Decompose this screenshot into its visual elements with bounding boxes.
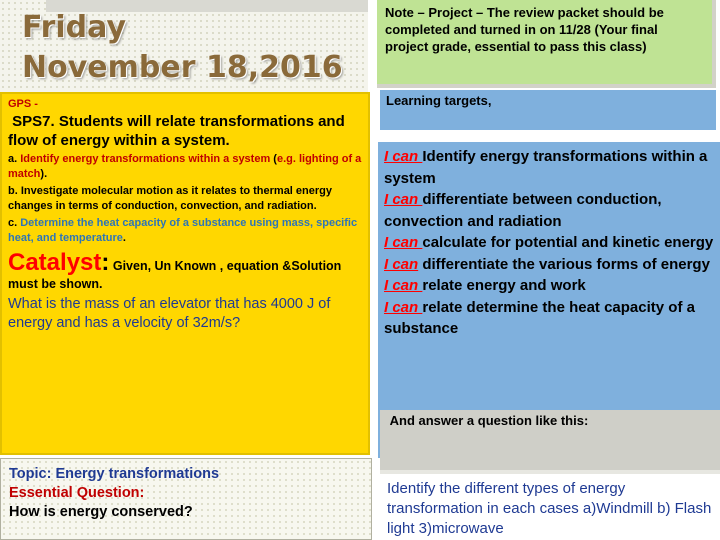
- ican-text: differentiate between conduction, convection and radiation: [384, 191, 662, 230]
- identify-question: Identify the different types of energy transformation in each cases a)Windmill b) Flash light 3)microwave: [379, 475, 720, 540]
- gps-item-c: [8, 216, 362, 246]
- gps-item-prefix: a.: [8, 153, 21, 165]
- ican-text: relate determine the heat capacity of a substance: [384, 298, 695, 337]
- answer-prompt: [380, 410, 720, 474]
- ican-label: I can: [384, 298, 423, 316]
- learning-targets-heading: Learning targets,: [380, 90, 716, 130]
- date-day: Friday: [22, 10, 127, 45]
- catalyst-instructions: Given, Un Known , equation &Solution must be shown.: [8, 259, 342, 291]
- topic-panel: [0, 458, 372, 540]
- ican-item: [384, 189, 714, 232]
- gps-item-prefix: c.: [8, 217, 21, 229]
- gps-item-text: Identify energy transformations within a system: [20, 153, 274, 165]
- gps-item-example: e.g. lighting of a match: [8, 153, 362, 180]
- ican-item: [384, 297, 714, 340]
- ican-item: [384, 254, 714, 276]
- ican-item: [384, 275, 714, 297]
- project-note: Note – Project – The review packet should be completed and turned in on 11/28 (Your final project grade, essential to pass this class): [377, 0, 716, 88]
- ican-label: I can: [384, 148, 423, 165]
- date-panel: [0, 0, 368, 92]
- gps-item-text: Determine the heat capacity of a substance using mass, specific heat, and temperature: [8, 217, 358, 244]
- ican-text: calculate for potential and kinetic energy: [422, 234, 714, 251]
- ican-label: I can: [384, 191, 423, 208]
- gps-panel: [0, 92, 370, 455]
- ican-text: differentiate the various forms of energy: [418, 255, 710, 273]
- gps-standard: [8, 112, 362, 150]
- catalyst-heading: [8, 249, 362, 293]
- gps-standard-text: SPS7. Students will relate transformations and flow of energy within a system.: [8, 113, 345, 149]
- gps-item-paren-open: (: [273, 153, 277, 165]
- answer-prompt-text: And answer a question like this:: [389, 413, 589, 428]
- catalyst-word: Catalyst: [8, 249, 102, 276]
- ican-item: [384, 146, 714, 189]
- ican-label: I can: [384, 277, 423, 294]
- gps-item-paren-close: ).: [40, 168, 48, 180]
- gps-item-a: [8, 152, 362, 182]
- date-heading: [22, 8, 343, 88]
- ican-item: [384, 232, 714, 254]
- gps-item-b: [8, 184, 362, 214]
- ican-label: I can: [384, 234, 423, 251]
- essential-question-label: Essential Question:: [9, 485, 145, 501]
- ican-label: I can: [384, 255, 419, 273]
- gps-item-text: Investigate molecular motion as it relates to thermal energy changes in terms of conduction, convection, and radiation: [8, 185, 332, 212]
- gps-item-suffix: .: [122, 232, 126, 244]
- gps-label: GPS -: [8, 98, 38, 110]
- ican-text: Identify energy transformations within a system: [384, 148, 708, 187]
- gps-item-suffix: .: [313, 200, 317, 212]
- date-full: November 18,2016: [22, 50, 343, 85]
- gps-item-prefix: b.: [8, 185, 21, 197]
- catalyst-colon: :: [101, 249, 110, 276]
- ican-text: relate energy and work: [422, 277, 586, 294]
- topic-title: Topic: Energy transformations: [9, 466, 220, 482]
- catalyst-question: What is the mass of an elevator that has 4000 J of energy and has a velocity of 32m/s?: [8, 296, 331, 331]
- essential-question: How is energy conserved?: [9, 504, 193, 520]
